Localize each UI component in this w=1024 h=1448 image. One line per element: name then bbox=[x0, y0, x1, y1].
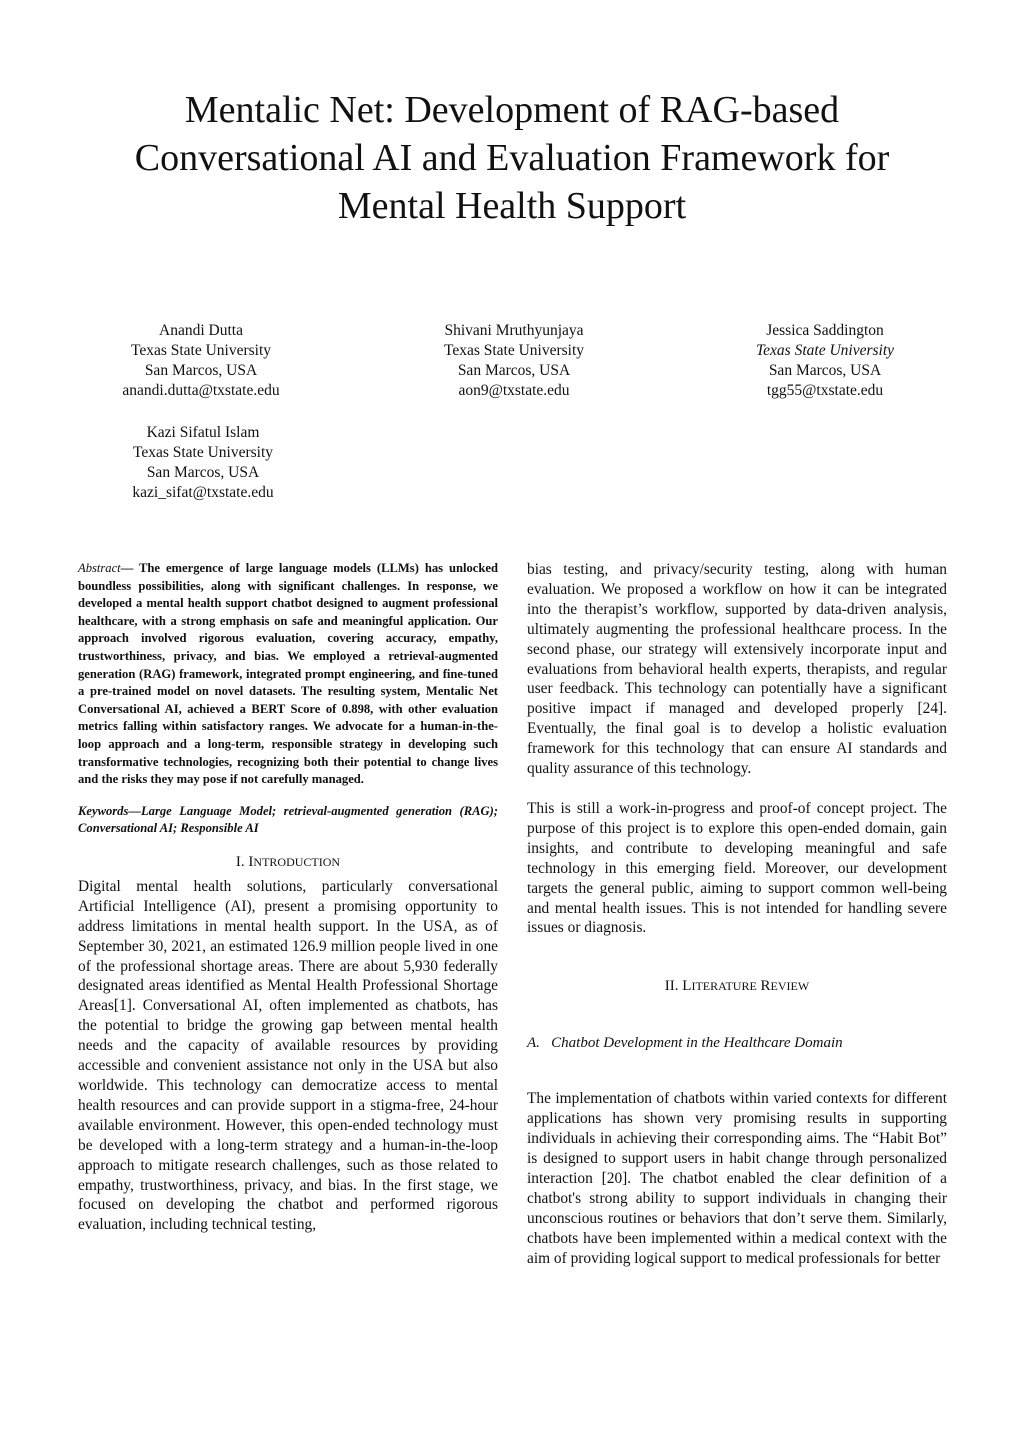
author-email: aon9@txstate.edu bbox=[458, 382, 570, 399]
title-line: Mentalic Net: Development of RAG-based bbox=[184, 89, 840, 131]
author-name: Anandi Dutta bbox=[159, 322, 243, 339]
author-email: kazi_sifat@txstate.edu bbox=[132, 484, 274, 501]
author-affiliation: Texas State University bbox=[132, 444, 274, 461]
section-title-initial: R bbox=[760, 978, 771, 995]
author-location: San Marcos, USA bbox=[768, 362, 882, 379]
paper-title bbox=[60, 86, 964, 230]
author-block bbox=[51, 321, 351, 401]
author-email: anandi.dutta@txstate.edu bbox=[122, 382, 280, 399]
author-affiliation: Texas State University bbox=[755, 342, 895, 359]
subsection-title: Chatbot Development in the Healthcare Domain bbox=[551, 1035, 843, 1052]
keywords: Keywords—Large Language Model; retrieval-augmented generation (RAG); Conversational AI; Responsible AI bbox=[78, 803, 498, 836]
title-line: Mental Health Support bbox=[337, 185, 687, 227]
section-title-initial: L bbox=[682, 978, 692, 995]
right-column bbox=[527, 560, 947, 1268]
abstract-text: — The emergence of large language models (LLMs) has unlocked boundless possibilities, along with significant challenges. In response, we developed a mental health support chatbot designed to augment professional healthcare, with a strong emphasis on safe and meaningful application. Our approach involved rigorous evaluation, covering accuracy, empathy, trustworthiness, privacy, and bias. We employed a retrieval-augmented generation (RAG) framework, integrated prompt engineering, and fine-tuned a pre-trained model on novel datasets. The resulting system, Mentalic Net Conversational AI, achieved a BERT Score of 0.898, with other evaluation metrics falling within satisfactory ranges. We advocate for a human-in-the-loop approach and a long-term, responsible strategy in developing such transformative technologies, recognizing both their potential to change lives and the risks they may pose if not carefully managed. bbox=[78, 561, 498, 787]
section-title-rest: ITERATURE bbox=[691, 979, 757, 994]
abstract-label: Abstract bbox=[78, 561, 121, 575]
left-column bbox=[78, 560, 498, 1235]
author-name: Shivani Mruthyunjaya bbox=[444, 322, 584, 339]
author-name: Kazi Sifatul Islam bbox=[146, 424, 260, 441]
author-location: San Marcos, USA bbox=[146, 464, 260, 481]
author-location: San Marcos, USA bbox=[144, 362, 258, 379]
abstract bbox=[78, 560, 498, 789]
section-title-rest: NTRODUCTION bbox=[253, 854, 341, 869]
section-number: I. bbox=[235, 853, 245, 870]
author-block bbox=[675, 321, 975, 401]
author-affiliation: Texas State University bbox=[443, 342, 585, 359]
body-paragraph: This is still a work-in-progress and proof-of concept project. The purpose of this project is to explore this open-ended domain, gain insights, and contribute to developing meaningful and safe technology in this emerging field. Moreover, our development targets the general public, aiming to support common well-being and mental health issues. This is not intended for handling severe issues or diagnosis. bbox=[527, 799, 947, 937]
section-heading-literature-review bbox=[527, 976, 947, 996]
section-heading-introduction bbox=[78, 852, 498, 872]
author-email: tgg55@txstate.edu bbox=[766, 382, 884, 399]
author-block bbox=[364, 321, 664, 401]
author-affiliation: Texas State University bbox=[130, 342, 272, 359]
subsection-label: A. bbox=[527, 1035, 540, 1052]
body-paragraph: The implementation of chatbots within varied contexts for different applications has shown very promising results in supporting individuals in achieving their corresponding aims. The “Habit Bot” is designed to support users in habit change through personalized interaction [20]. The chatbot enabled the clear definition of a chatbot's strong ability to support individuals in changing their unconscious routines or behaviors that don’t serve them. Similarly, chatbots have been implemented within a medical context with the aim of providing logical support to medical professionals for better bbox=[527, 1090, 947, 1267]
introduction-paragraph: Digital mental health solutions, particularly conversational Artificial Intelligence (AI), present a promising opportunity to address limitations in mental health support. In the USA, as of September 30, 2021, an estimated 126.9 million people lived in one of the professional shortage areas. There are about 5,930 federally designated areas identified as Mental Health Professional Shortage Areas[1]. Conversational AI, often implemented as chatbots, has the potential to bridge the growing gap between mental health needs and the capacity of available resources by providing accessible and convenient assistance not only in the USA but also worldwide. This technology can democratize access to mental health resources and can provide support in a stigma-free, 24-hour available environment. However, this open-ended technology must be developed with a long-term strategy and a human-in-the-loop approach to mitigate research challenges, such as those related to empathy, trustworthiness, privacy, and bias. In the first stage, we focused on developing the chatbot and performed rigorous evaluation, including technical testing, bbox=[78, 877, 498, 1234]
section-title-rest: EVIEW bbox=[770, 979, 810, 994]
title-line: Conversational AI and Evaluation Framework for bbox=[134, 137, 890, 179]
section-number: II. bbox=[664, 978, 679, 995]
body-paragraph: bias testing, and privacy/security testing, along with human evaluation. We proposed a workflow on how it can be integrated into the therapist’s workflow, supported by data-driven analysis, ultimately augmenting the professional healthcare process. In the second phase, our strategy will extensively incorporate input and evaluations from behavioral health experts, therapists, and regular user feedback. This technology can potentially have a significant positive impact if managed and developed properly [24]. Eventually, the final goal is to develop a holistic evaluation framework for this technology that can ensure AI standards and quality assurance of this technology. bbox=[527, 561, 947, 778]
subsection-heading bbox=[527, 1033, 947, 1053]
author-location: San Marcos, USA bbox=[457, 362, 571, 379]
section-title-initial: I bbox=[248, 853, 254, 870]
author-name: Jessica Saddington bbox=[766, 322, 884, 339]
author-block bbox=[53, 423, 353, 503]
